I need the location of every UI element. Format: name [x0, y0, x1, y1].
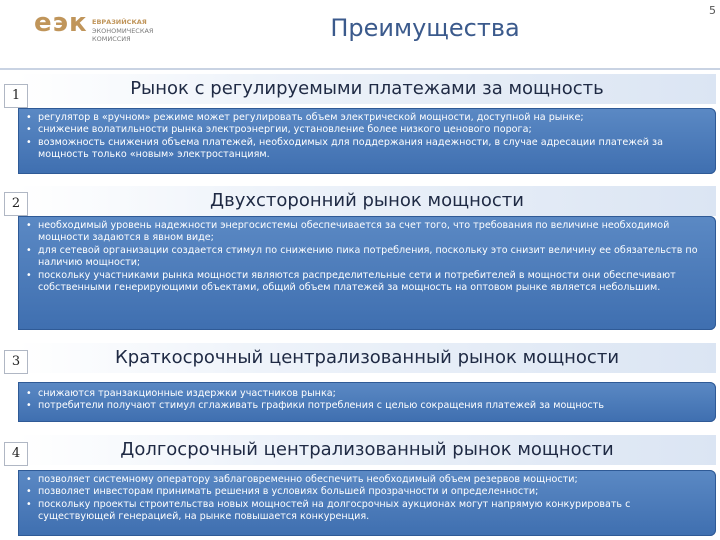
list-item: • для сетевой организации создается стимул по снижению пика потребления, поскольку это снизит величину ее обязательств по наличию мощности;	[26, 244, 698, 269]
list-item: • поскольку участниками рынка мощности являются распределительные сети и потребителей в мощности они обеспечивают собственными генерирующими объектами, общий объем платежей за мощность на оптовом рынке является небольшим.	[26, 269, 676, 294]
bullet-text: позволяет инвесторам принимать решения в условиях большей прозрачности и определенности;	[38, 486, 539, 498]
section-number-badge: 1	[4, 84, 28, 108]
section-title: Долгосрочный централизованный рынок мощности	[120, 439, 614, 460]
slide-header	[0, 0, 720, 70]
bullet-text: поскольку участниками рынка мощности являются распределительные сети и потребителей в мощности они обеспечивают собственными генерирующими объектами, общий объем платежей за мощность на оптовом рынке является небольшим.	[38, 269, 676, 294]
page-number: 5	[709, 4, 716, 17]
bullet-text: снижаются транзакционные издержки участников рынка;	[38, 388, 336, 399]
list-item: • поскольку проекты строительства новых мощностей на долгосрочных аукционах могут напрямую конкурировать с существующей генерацией, на рынке повышается конкуренция.	[26, 498, 631, 523]
list-item: • регулятор в «ручном» режиме может регулировать объем электрической мощности, доступной на рынке;	[26, 112, 584, 123]
logo-mark: еэк	[34, 8, 88, 38]
bullet-text: потребители получают стимул сглаживать графики потребления с целью сокращения платежей за мощность	[38, 400, 605, 412]
bullet-text: возможность снижения объема платежей, необходимых для поддержания надежности, в случае адресации платежей за мощность только «новым» электростанциям.	[38, 136, 664, 161]
bullet-list	[26, 388, 706, 413]
slide-title: Преимущества	[330, 14, 520, 42]
list-item: • позволяет системному оператору заблаговременно обеспечить необходимый объем резервов мощности;	[26, 474, 578, 485]
bullet-text: поскольку проекты строительства новых мощностей на долгосрочных аукционах могут напрямую конкурировать с существующей генерацией, на рынке повышается конкуренция.	[38, 498, 631, 523]
bullet-text: регулятор в «ручном» режиме может регулировать объем электрической мощности, доступной на рынке;	[38, 112, 584, 123]
list-item: • позволяет инвесторам принимать решения в условиях большей прозрачности и определенности;	[26, 486, 539, 498]
bullet-list	[26, 220, 706, 294]
bullet-text: снижение волатильности рынка электроэнергии, установление более низкого ценового порога;	[38, 124, 532, 136]
list-item: • необходимый уровень надежности энергосистемы обеспечивается за счет того, что требования по величине необходимой мощности задаются в явном виде;	[26, 220, 670, 244]
logo-line: ЕВРАЗИЙСКАЯ	[92, 18, 147, 26]
list-item: • снижение волатильности рынка электроэнергии, установление более низкого ценового порога;	[26, 124, 532, 136]
bullet-text: необходимый уровень надежности энергосистемы обеспечивается за счет того, что требования по величине необходимой мощности задаются в явном виде;	[38, 220, 670, 244]
section-number-badge: 3	[4, 350, 28, 374]
bullet-text: позволяет системному оператору заблаговременно обеспечить необходимый объем резервов мощности;	[38, 474, 578, 485]
section-bullet-panel	[18, 108, 716, 174]
section-title: Краткосрочный централизованный рынок мощности	[114, 347, 620, 368]
eek-logo	[34, 8, 164, 56]
logo-line: ЭКОНОМИЧЕСКАЯ	[92, 26, 154, 35]
list-item: • возможность снижения объема платежей, необходимых для поддержания надежности, в случае адресации платежей за мощность только «новым» электростанциям.	[26, 136, 664, 161]
bullet-list	[26, 112, 706, 162]
bullet-text: для сетевой организации создается стимул по снижению пика потребления, поскольку это снизит величину ее обязательств по наличию мощности;	[38, 244, 698, 269]
section-number-badge: 4	[4, 442, 28, 466]
list-item: • потребители получают стимул сглаживать графики потребления с целью сокращения платежей за мощность	[26, 400, 605, 412]
section-title: Рынок с регулируемыми платежами за мощность	[130, 78, 604, 99]
section-bullet-panel	[18, 382, 716, 422]
bullet-list	[26, 474, 706, 524]
section-title: Двухсторонний рынок мощности	[210, 190, 524, 211]
section-bullet-panel	[18, 470, 716, 536]
section-number-badge: 2	[4, 192, 28, 216]
list-item: • снижаются транзакционные издержки участников рынка;	[26, 388, 336, 399]
logo-caption	[92, 18, 172, 44]
section-bullet-panel	[18, 216, 716, 330]
logo-line: КОМИССИЯ	[92, 35, 131, 43]
header-divider	[0, 68, 720, 70]
